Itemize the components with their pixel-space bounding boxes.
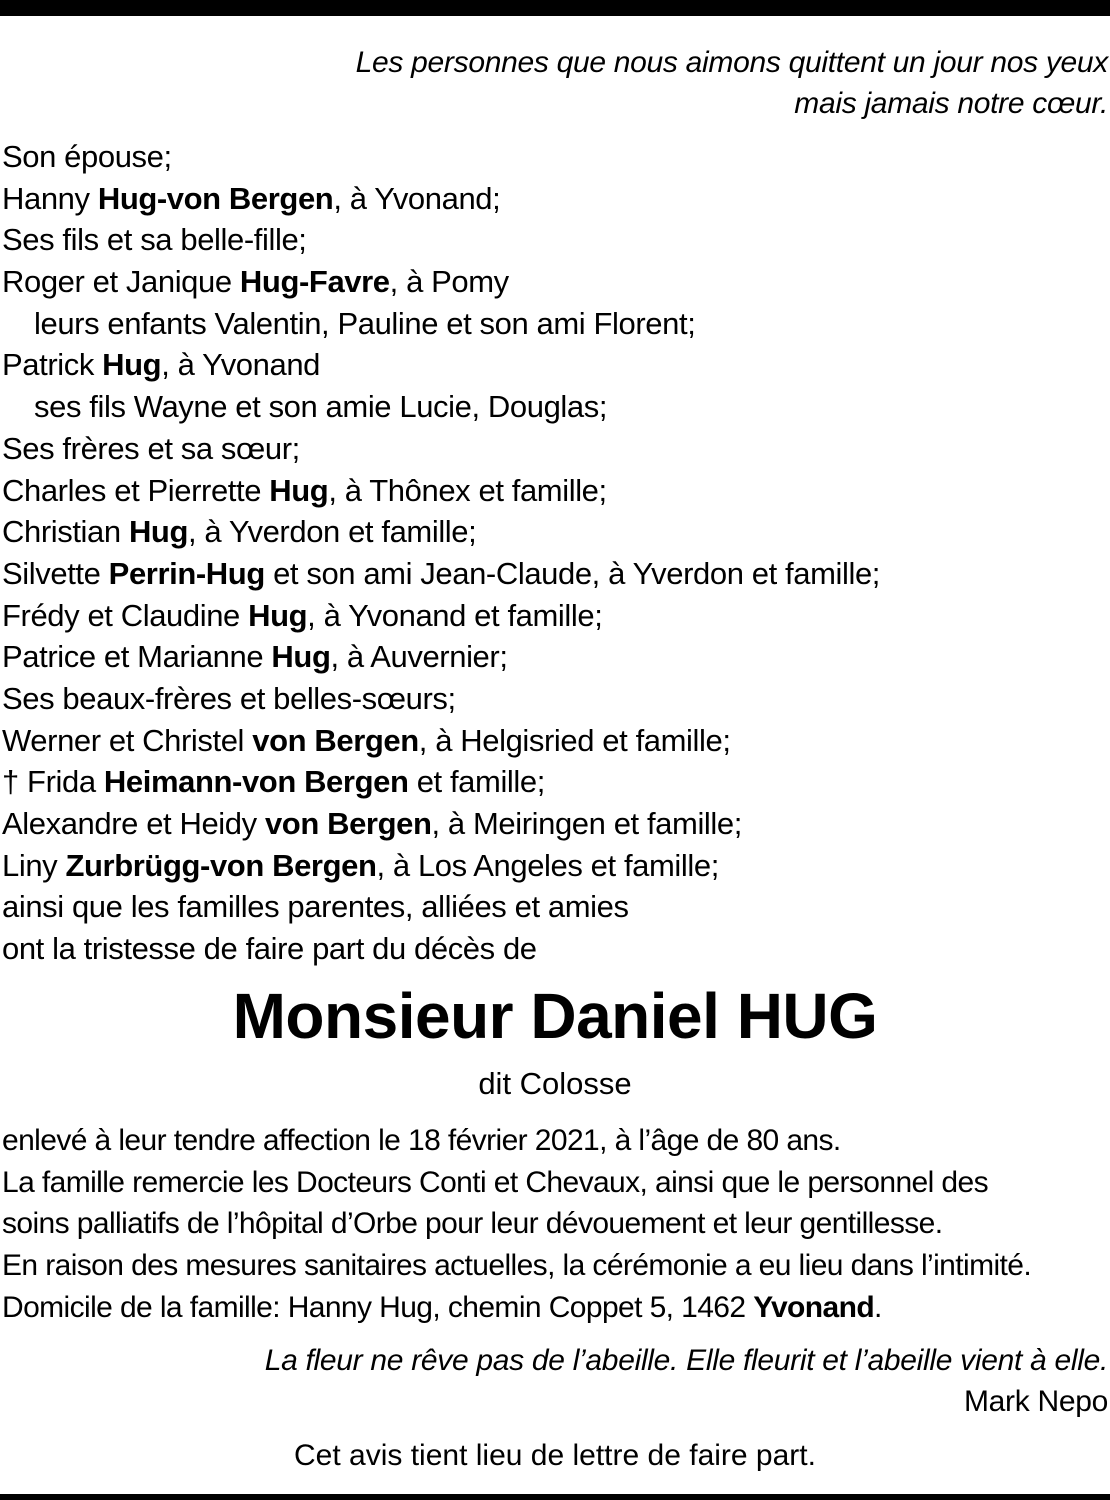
deceased-nickname: dit Colosse [478,1066,632,1101]
closing-quote-text: La fleur ne rêve pas de l’abeille. Elle fleurit et l’abeille vient à elle. [264,1344,1108,1377]
family-line: † Frida Heimann-von Bergen et famille; [2,764,545,800]
family-line-indented: leurs enfants Valentin, Pauline et son ami Florent; [34,305,696,341]
header-quote-line-2: mais jamais notre cœur. [794,87,1108,120]
family-list [2,136,1102,970]
family-line: Liny Zurbrügg-von Bergen, à Los Angeles et famille; [2,847,719,883]
family-line: Ses beaux-frères et belles-sœurs; [2,680,456,716]
family-line: Ses frères et sa sœur; [2,430,300,466]
family-line: Charles et Pierrette Hug, à Thônex et famille; [2,472,607,508]
body-line-4: En raison des mesures sanitaires actuelles, la cérémonie a eu lieu dans l’intimité. [2,1249,1032,1283]
header-quote-line-1: Les personnes que nous aimons quittent un jour nos yeux [355,46,1108,79]
family-line: Christian Hug, à Yverdon et famille; [2,514,477,550]
family-address: Domicile de la famille: Hanny Hug, chemin Coppet 5, 1462 Yvonand. [2,1290,882,1324]
footer-note: Cet avis tient lieu de lettre de faire part. [294,1439,816,1472]
announcement-body [2,1120,1108,1328]
family-line: ainsi que les familles parentes, alliées et amies [2,889,629,925]
family-line: Frédy et Claudine Hug, à Yvonand et famille; [2,597,603,633]
family-line: Werner et Christel von Bergen, à Helgisried et famille; [2,722,731,758]
closing-quote [108,1340,1108,1422]
body-line-1: enlevé à leur tendre affection le 18 février 2021, à l’âge de 80 ans. [2,1124,841,1157]
closing-quote-author: Mark Nepo [963,1385,1108,1418]
body-line-2: La famille remercie les Docteurs Conti et Chevaux, ainsi que le personnel des [2,1165,988,1199]
bottom-border-rule [0,1494,1110,1500]
family-line: Alexandre et Heidy von Bergen, à Meiringen et famille; [2,806,742,841]
family-line: Hanny Hug-von Bergen, à Yvonand; [2,180,501,216]
family-line: Patrick Hug, à Yvonand [2,347,321,383]
top-border-rule [0,0,1110,16]
header-quote [108,42,1108,124]
body-line-3: soins palliatifs de l’hôpital d’Orbe pour leur dévouement et leur gentillesse. [2,1207,943,1241]
family-line: Roger et Janique Hug-Favre, à Pomy [2,264,509,300]
family-line: Silvette Perrin-Hug et son ami Jean-Claude, à Yverdon et famille; [2,555,881,591]
family-line: Ses fils et sa belle-fille; [2,222,307,258]
family-line: Son épouse; [2,139,172,174]
family-line: ont la tristesse de faire part du décès de [2,931,537,967]
family-line: Patrice et Marianne Hug, à Auvernier; [2,639,508,675]
family-line-indented: ses fils Wayne et son amie Lucie, Douglas; [34,389,608,425]
deceased-name: Monsieur Daniel HUG [232,980,878,1052]
